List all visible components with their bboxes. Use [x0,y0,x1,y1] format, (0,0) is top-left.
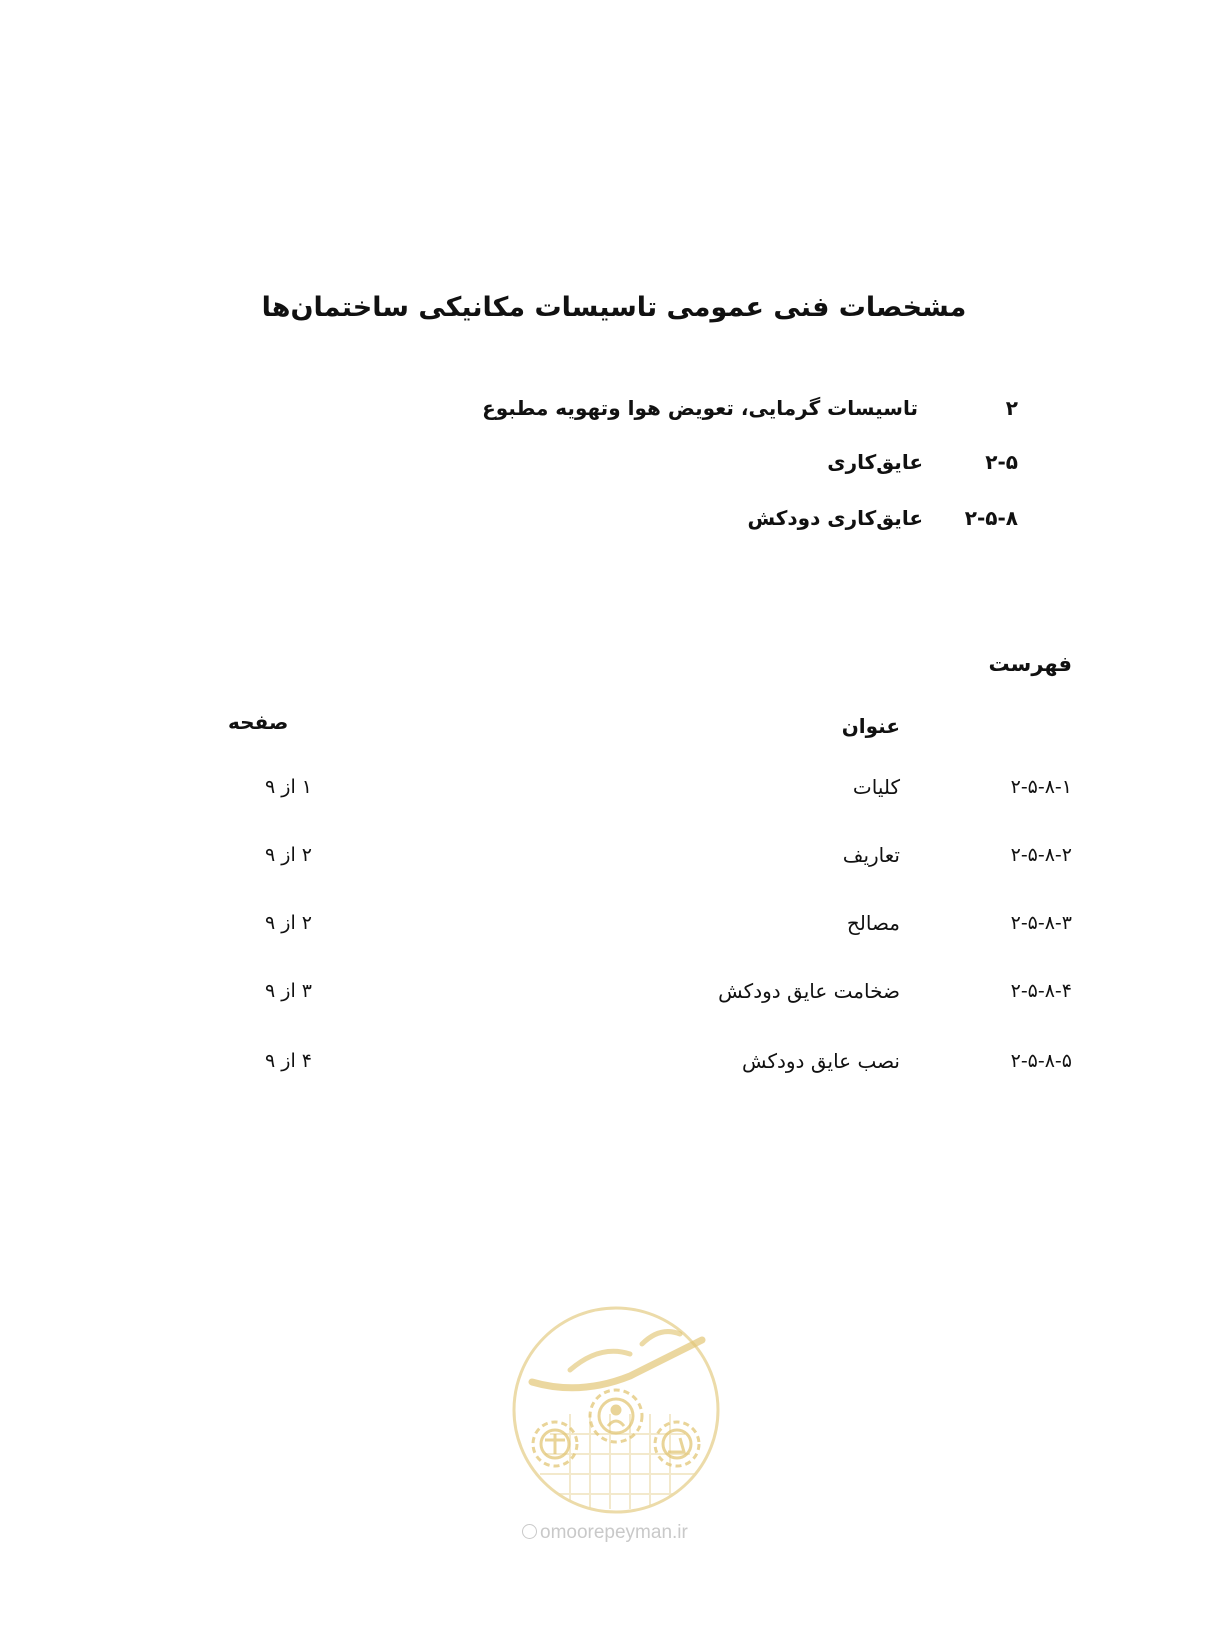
toc-row-title: نصب عایق دودکش [741,1049,900,1073]
document-title: مشخصات فنی عمومی تاسیسات مکانیکی ساختمان‌ها [261,292,967,323]
section-number-2: ۲-۵ [985,450,1018,474]
toc-row-page: ۳ از ۹ [265,980,312,1002]
toc-row-title: ضخامت عایق دودکش [718,979,900,1003]
watermark-site [522,1522,688,1544]
watermark-logo [510,1304,722,1516]
section-number-3: ۲-۵-۸ [964,506,1018,530]
toc-row-page: ۴ از ۹ [265,1050,312,1072]
toc-row-title: تعاریف [842,843,900,867]
toc-row-number: ۲-۵-۸-۴ [1010,980,1072,1002]
toc-row-page: ۲ از ۹ [265,912,312,934]
toc-row-page: ۲ از ۹ [265,844,312,866]
toc-row-number: ۲-۵-۸-۱ [1010,776,1072,798]
toc-heading: فهرست [988,652,1072,676]
toc-row-number: ۲-۵-۸-۲ [1010,844,1072,866]
watermark-site-text: omoorepeyman.ir [540,1522,688,1543]
toc-column-page: صفحه [228,710,289,734]
toc-row-title: مصالح [846,911,900,935]
section-number-1: ۲ [1005,396,1018,420]
toc-row-number: ۲-۵-۸-۳ [1010,912,1072,934]
toc-row-number: ۲-۵-۸-۵ [1010,1050,1072,1072]
section-title-2: عایق‌کاری [827,450,923,474]
section-title-3: عایق‌کاری دودکش [747,506,923,530]
toc-column-title: عنوان [841,714,900,738]
section-title-1: تاسیسات گرمایی، تعویض هوا وتهویه مطبوع [482,396,918,420]
toc-row-title: کلیات [852,775,900,799]
globe-icon [522,1524,537,1539]
toc-row-page: ۱ از ۹ [265,776,312,798]
